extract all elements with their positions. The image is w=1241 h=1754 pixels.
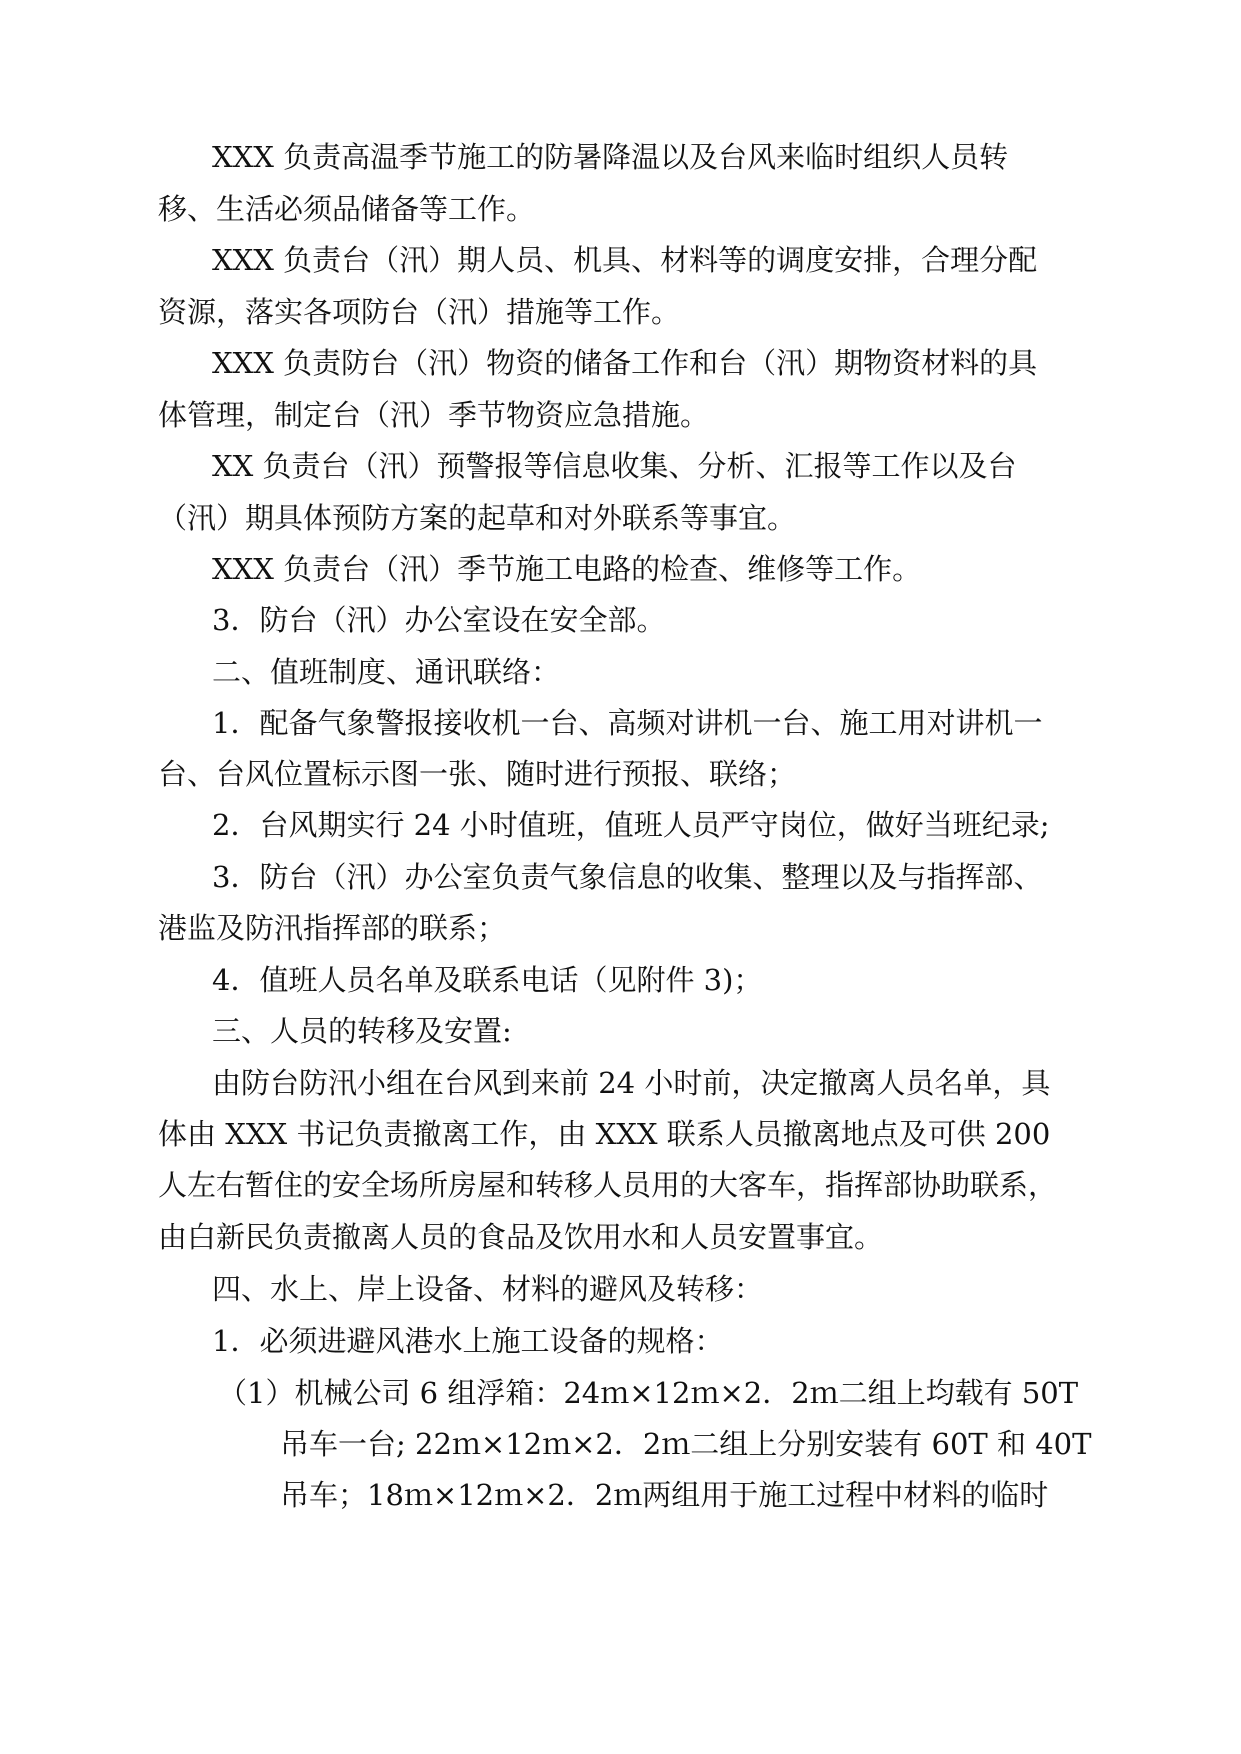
text-line: 2．台风期实行 24 小时值班，值班人员严守岗位，做好当班纪录; (212, 808, 1050, 842)
text-line: 移、生活必须品储备等工作。 (158, 192, 536, 226)
text-line: XXX 负责高温季节施工的防暑降温以及台风来临时组织人员转 (212, 140, 1009, 174)
text-line: 4．值班人员名单及联系电话（见附件 3)； (212, 963, 763, 997)
text-line: 3．防台（汛）办公室设在安全部。 (212, 603, 666, 637)
section-heading: 二、值班制度、通讯联络： (212, 655, 561, 689)
text-line: 由白新民负责撤离人员的食品及饮用水和人员安置事宜。 (158, 1220, 884, 1254)
text-line: （汛）期具体预防方案的起草和对外联系等事宜。 (158, 501, 797, 535)
section-heading: 三、人员的转移及安置: (212, 1014, 512, 1048)
text-line: 资源，落实各项防台（汛）措施等工作。 (158, 295, 681, 329)
section-heading: 四、水上、岸上设备、材料的避风及转移： (212, 1272, 764, 1306)
text-line: 1．配备气象警报接收机一台、高频对讲机一台、施工用对讲机一 (212, 706, 1043, 740)
text-line: 3．防台（汛）办公室负责气象信息的收集、整理以及与指挥部、 (212, 860, 1043, 894)
text-line: XXX 负责防台（汛）物资的储备工作和台（汛）期物资材料的具 (212, 346, 1038, 380)
text-line: 吊车；18ｍ×12ｍ×2．2ｍ两组用于施工过程中材料的临时 (280, 1478, 1049, 1512)
text-line: （1）机械公司 6 组浮箱：24ｍ×12ｍ×2．2ｍ二组上均载有 50T (218, 1376, 1079, 1410)
text-line: 吊车一台; 22ｍ×12ｍ×2．2ｍ二组上分别安装有 60T 和 40T (280, 1427, 1092, 1461)
text-line: 由防台防汛小组在台风到来前 24 小时前，决定撤离人员名单，具 (212, 1066, 1051, 1100)
text-line: 港监及防汛指挥部的联系； (158, 911, 507, 945)
text-line: 体由 XXX 书记负责撤离工作，由 XXX 联系人员撤离地点及可供 200 (158, 1117, 1051, 1151)
text-line: 1．必须进避风港水上施工设备的规格： (212, 1324, 724, 1358)
text-line: 体管理，制定台（汛）季节物资应急措施。 (158, 398, 710, 432)
text-line: XXX 负责台（汛）期人员、机具、材料等的调度安排，合理分配 (212, 243, 1038, 277)
text-line: XX 负责台（汛）预警报等信息收集、分析、汇报等工作以及台 (212, 449, 1017, 483)
text-line: 人左右暂住的安全场所房屋和转移人员用的大客车，指挥部协助联系， (158, 1168, 1058, 1202)
text-line: 台、台风位置标示图一张、随时进行预报、联络； (158, 757, 797, 791)
text-line: XXX 负责台（汛）季节施工电路的检查、维修等工作。 (212, 552, 922, 586)
